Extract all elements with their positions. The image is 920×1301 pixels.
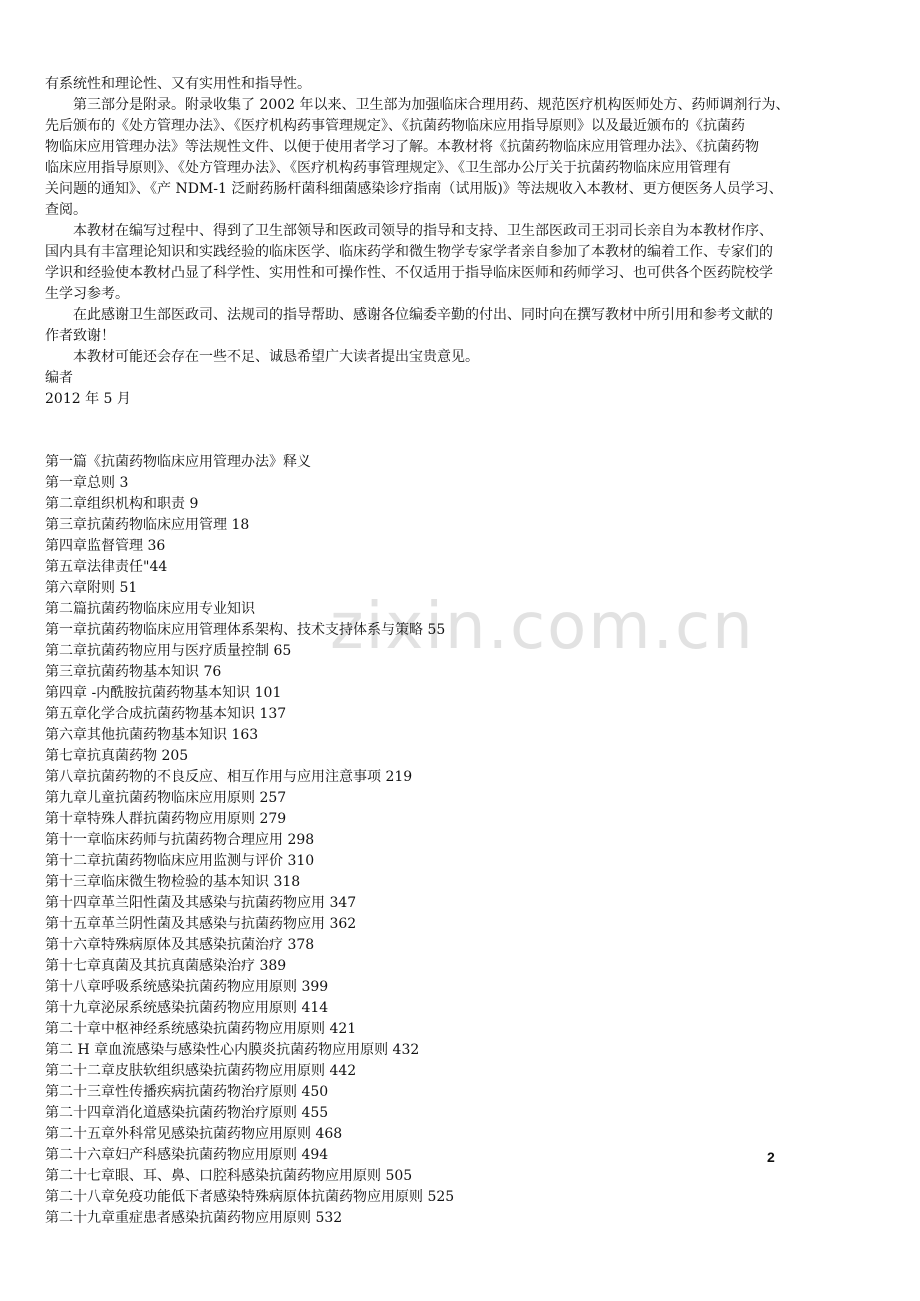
toc-entry: 第十三章临床微生物检验的基本知识 318 bbox=[45, 874, 301, 890]
toc-entry: 第一章总则 3 bbox=[45, 475, 129, 491]
toc-entry: 第十一章临床药师与抗菌药物合理应用 298 bbox=[45, 832, 315, 848]
watermark: zixin.com.cn bbox=[330, 590, 755, 664]
toc-entry: 第十四章革兰阳性菌及其感染与抗菌药物应用 347 bbox=[45, 895, 357, 911]
paragraph-acknowledgement-support bbox=[45, 221, 890, 305]
signature-date: 2012 年 5 月 bbox=[45, 391, 131, 407]
signature-author: 编者 bbox=[45, 370, 73, 386]
toc-entry: 第二十章中枢神经系统感染抗菌药物应用原则 421 bbox=[45, 1021, 357, 1037]
toc-entry: 第十七章真菌及其抗真菌感染治疗 389 bbox=[45, 958, 287, 974]
text-line: 物临床应用管理办法》等法规性文件、以便于使用者学习了解。本教材将《抗菌药物临床应用管理办法》、《抗菌药物 bbox=[45, 139, 759, 155]
toc-entry: 第三章抗菌药物临床应用管理 18 bbox=[45, 517, 250, 533]
text-line: 作者致谢！ bbox=[45, 328, 115, 344]
toc-entry: 第一章抗菌药物临床应用管理体系架构、技术支持体系与策略 55 bbox=[45, 622, 446, 638]
text-line: 国内具有丰富理论知识和实践经验的临床医学、临床药学和微生物学专家学者亲自参加了本教材的编着工作、专家们的 bbox=[45, 244, 773, 260]
document-page bbox=[45, 74, 890, 1229]
blank-line bbox=[45, 431, 890, 452]
text-line: 学识和经验使本教材凸显了科学性、实用性和可操作性、不仅适用于指导临床医师和药师学习、也可供各个医药院校学 bbox=[45, 265, 773, 281]
text-line: 本教材在编写过程中、得到了卫生部领导和医政司领导的指导和支持、卫生部医政司王羽司长亲自为本教材作序、 bbox=[73, 223, 773, 239]
toc-entry: 第二十二章皮肤软组织感染抗菌药物应用原则 442 bbox=[45, 1063, 357, 1079]
toc-entry: 第一篇《抗菌药物临床应用管理办法》释义 bbox=[45, 454, 311, 470]
toc-entry: 第二十五章外科常见感染抗菌药物应用原则 468 bbox=[45, 1126, 343, 1142]
toc-entry: 第十八章呼吸系统感染抗菌药物应用原则 399 bbox=[45, 979, 329, 995]
toc-entry: 第二十八章免疫功能低下者感染特殊病原体抗菌药物应用原则 525 bbox=[45, 1189, 455, 1205]
table-of-contents bbox=[45, 452, 890, 1229]
toc-entry: 第二十九章重症患者感染抗菌药物应用原则 532 bbox=[45, 1210, 343, 1226]
toc-entry: 第二十四章消化道感染抗菌药物治疗原则 455 bbox=[45, 1105, 329, 1121]
toc-entry: 第十九章泌尿系统感染抗菌药物应用原则 414 bbox=[45, 1000, 329, 1016]
toc-entry: 第七章抗真菌药物 205 bbox=[45, 748, 189, 764]
page-number: 2 bbox=[767, 1149, 775, 1165]
toc-entry: 第四章监督管理 36 bbox=[45, 538, 166, 554]
toc-entry: 第二 H 章血流感染与感染性心内膜炎抗菌药物应用原则 432 bbox=[45, 1042, 420, 1058]
text-line: 生学习参考。 bbox=[45, 286, 129, 302]
toc-entry: 第十二章抗菌药物临床应用监测与评价 310 bbox=[45, 853, 315, 869]
text-line: 第三部分是附录。附录收集了 2002 年以来、卫生部为加强临床合理用药、规范医疗机构医师处方、药师调剂行为、 bbox=[73, 97, 790, 113]
text-line: 在此感谢卫生部医政司、法规司的指导帮助、感谢各位编委辛勤的付出、同时向在撰写教材中所引用和参考文献的 bbox=[73, 307, 773, 323]
toc-entry: 第二十七章眼、耳、鼻、口腔科感染抗菌药物应用原则 505 bbox=[45, 1168, 413, 1184]
toc-entry: 第二十三章性传播疾病抗菌药物治疗原则 450 bbox=[45, 1084, 329, 1100]
text-line: 关问题的通知》、《产 NDM-1 泛耐药肠杆菌科细菌感染诊疗指南（试用版)》等法规收入本教材、更方便医务人员学习、 bbox=[45, 181, 783, 197]
toc-entry: 第三章抗菌药物基本知识 76 bbox=[45, 664, 222, 680]
text-line: 先后颁布的《处方管理办法》、《医疗机构药事管理规定》、《抗菌药物临床应用指导原则》以及最近颁布的《抗菌药 bbox=[45, 118, 745, 134]
text-line: 本教材可能还会存在一些不足、诚恳希望广大读者提出宝贵意见。 bbox=[73, 349, 479, 365]
paragraph-feedback bbox=[45, 347, 890, 368]
toc-entry: 第九章儿童抗菌药物临床应用原则 257 bbox=[45, 790, 287, 806]
toc-entry: 第四章 -内酰胺抗菌药物基本知识 101 bbox=[45, 685, 282, 701]
toc-entry: 第二篇抗菌药物临床应用专业知识 bbox=[45, 601, 255, 617]
toc-entry: 第十六章特殊病原体及其感染抗菌治疗 378 bbox=[45, 937, 315, 953]
toc-entry: 第五章法律责任"44 bbox=[45, 559, 168, 575]
text-line: 查阅。 bbox=[45, 202, 87, 218]
paragraph-thanks bbox=[45, 305, 890, 347]
text-line: 有系统性和理论性、又有实用性和指导性。 bbox=[45, 76, 311, 92]
signature-block bbox=[45, 368, 890, 410]
toc-entry: 第六章其他抗菌药物基本知识 163 bbox=[45, 727, 259, 743]
toc-entry: 第二十六章妇产科感染抗菌药物应用原则 494 bbox=[45, 1147, 329, 1163]
intro-text bbox=[45, 74, 890, 95]
text-line: 临床应用指导原则》、《处方管理办法》、《医疗机构药事管理规定》、《卫生部办公厅关于抗菌药物临床应用管理有 bbox=[45, 160, 731, 176]
toc-entry: 第十章特殊人群抗菌药物应用原则 279 bbox=[45, 811, 287, 827]
toc-entry: 第二章组织机构和职责 9 bbox=[45, 496, 199, 512]
paragraph-appendix bbox=[45, 95, 890, 221]
toc-entry: 第十五章革兰阴性菌及其感染与抗菌药物应用 362 bbox=[45, 916, 357, 932]
blank-line bbox=[45, 410, 890, 431]
toc-entry: 第六章附则 51 bbox=[45, 580, 138, 596]
toc-entry: 第五章化学合成抗菌药物基本知识 137 bbox=[45, 706, 287, 722]
toc-entry: 第二章抗菌药物应用与医疗质量控制 65 bbox=[45, 643, 292, 659]
toc-entry: 第八章抗菌药物的不良反应、相互作用与应用注意事项 219 bbox=[45, 769, 413, 785]
